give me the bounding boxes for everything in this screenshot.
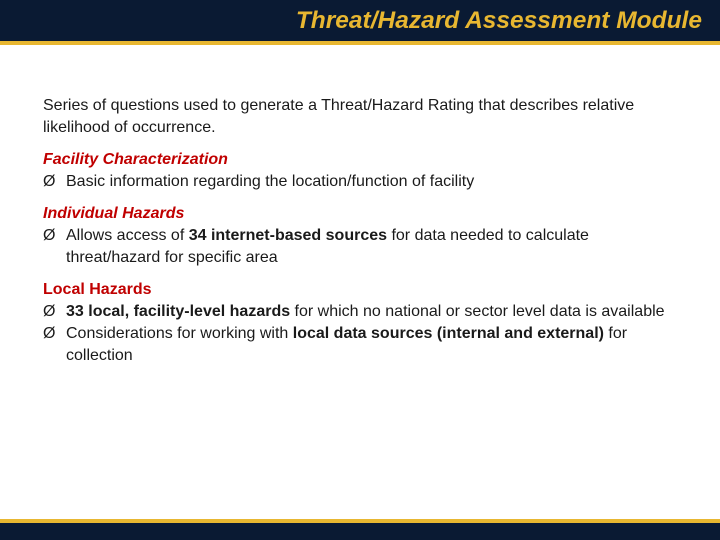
arrow-bullet-icon: Ø [43,227,56,244]
section-heading: Individual Hazards [43,205,185,222]
bullet-item [43,323,683,367]
bullet-text-emphasis: local data sources (internal and external) [292,325,604,342]
bullet-text-emphasis: 33 local, facility-level hazards [66,303,291,320]
bullet-item [43,171,683,193]
bullet-text-lead: Allows access of [66,227,189,244]
bullet-text-trail: for collection [66,325,628,364]
section-heading: Local Hazards [43,281,152,298]
header-accent-line [0,41,720,45]
section-heading: Facility Characterization [43,151,228,168]
section-facility-characterization [43,149,683,193]
arrow-bullet-icon: Ø [43,173,56,190]
intro-text: Series of questions used to generate a Threat/Hazard Rating that describes relative likelihood of occurrence. [43,97,635,136]
bullet-text-lead: Considerations for working with [66,325,293,342]
arrow-bullet-icon: Ø [43,303,56,320]
page-title: Threat/Hazard Assessment Module [295,7,702,34]
slide-content [43,95,683,367]
bullet-item [43,301,683,323]
section-local-hazards [43,279,683,367]
bullet-text-trail: for which no national or sector level data is available [290,303,665,320]
arrow-bullet-icon: Ø [43,325,56,342]
bullet-text-emphasis: 34 internet-based sources [188,227,388,244]
bullet-text: Basic information regarding the location/function of facility [66,173,475,190]
bullet-text-trail: for data needed to calculate threat/hazard for specific area [66,227,589,266]
bullet-item [43,225,683,269]
section-individual-hazards [43,203,683,269]
footer-bar [0,523,720,540]
